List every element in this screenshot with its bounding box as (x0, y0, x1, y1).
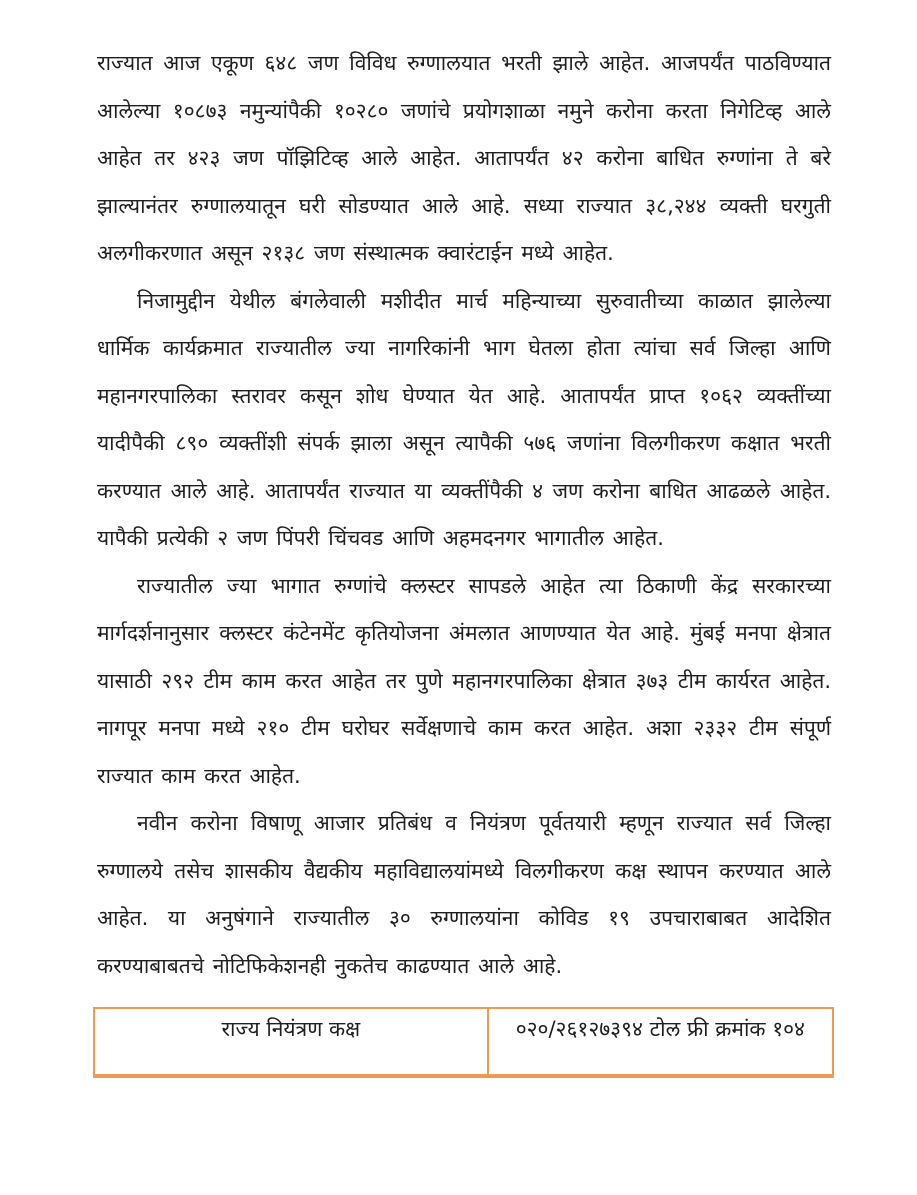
paragraph-admissions-and-samples: राज्यात आज एकूण ६४८ जण विविध रुग्णालयात भरती झाले आहेत. आजपर्यंत पाठविण्यात आलेल्या १०८७३ नमुन्यांपैकी १०२८० जणांचे प्रयोगशाळा नमुने करोना करता निगेटिव्ह आले आहेत तर ४२३ जण पॉझिटिव्ह आले आहेत. आतापर्यंत ४२ करोना बाधित रुग्णांना ते बरे झाल्यानंतर रुग्णालयातून घरी सोडण्यात आले आहे. सध्या राज्यात ३८,२४४ व्यक्ती घरगुती अलगीकरणात असून २१३८ जण संस्थात्मक क्वारंटाईन मध्ये आहेत. (97, 51, 831, 265)
paragraph-isolation-wards: नवीन करोना विषाणू आजार प्रतिबंध व नियंत्रण पूर्वतयारी म्हणून राज्यात सर्व जिल्हा रुग्णालये तसेच शासकीय वैद्यकीय महाविद्यालयांमध्ये विलगीकरण कक्ष स्थापन करण्यात आले आहेत. या अनुषंगाने राज्यातील ३० रुग्णालयांना कोविड १९ उपचाराबाबत आदेशित करण्याबाबतचे नोटिफिकेशनही नुकतेच काढण्यात आले आहे. (97, 811, 831, 978)
state-control-room-cell: राज्य नियंत्रण कक्ष (94, 1008, 488, 1076)
table-row (94, 1008, 833, 1076)
paragraph-cluster-containment: राज्यातील ज्या भागात रुग्णांचे क्लस्टर सापडले आहेत त्या ठिकाणी केंद्र सरकारच्या मार्गदर्शनानुसार क्लस्टर कंटेनमेंट कृतियोजना अंमलात आणण्यात येत आहे. मुंबई मनपा क्षेत्रात यासाठी २९२ टीम काम करत आहेत तर पुणे महानगरपालिका क्षेत्रात ३७३ टीम कार्यरत आहेत. नागपूर मनपा मध्ये २१० टीम घरोघर सर्वेक्षणाचे काम करत आहेत. अशा २३३२ टीम संपूर्ण राज्यात काम करत आहेत. (97, 573, 831, 788)
phone-toll-free-cell: ०२०/२६१२७३९४ टोल फ्री क्रमांक १०४ (488, 1008, 833, 1076)
contact-table (93, 1007, 834, 1078)
document-body (97, 40, 831, 1078)
paragraph-nizamuddin-tracing: निजामुद्दीन येथील बंगलेवाली मशीदीत मार्च महिन्याच्या सुरुवातीच्या काळात झालेल्या धार्मिक कार्यक्रमात राज्यातील ज्या नागरिकांनी भाग घेतला होता त्यांचा सर्व जिल्हा आणि महानगरपालिका स्तरावर कसून शोध घेण्यात येत आहे. आतापर्यंत प्राप्त १०६२ व्यक्तींच्या यादीपैकी ८९० व्यक्तींशी संपर्क झाला असून त्यापैकी ५७६ जणांना विलगीकरण कक्षात भरती करण्यात आले आहे. आतापर्यंत राज्यात या व्यक्तींपैकी ४ जण करोना बाधित आढळले आहेत. यापैकी प्रत्येकी २ जण पिंपरी चिंचवड आणि अहमदनगर भागातील आहेत. (97, 288, 831, 550)
